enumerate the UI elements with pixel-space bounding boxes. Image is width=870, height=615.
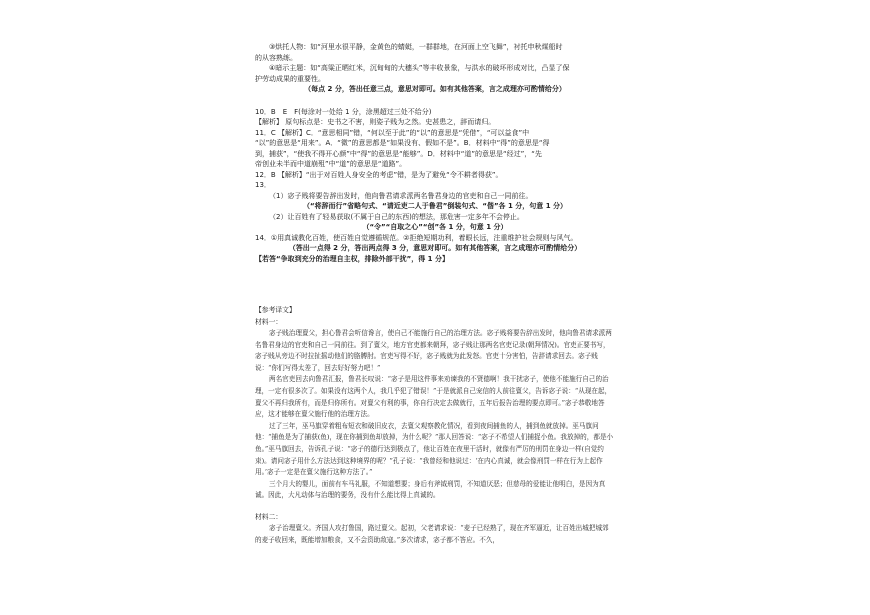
q10-analysis: 【解析】 原句标点是：史书之不害，则姿子贱为之然。史甚患之，辞而请归。 <box>255 118 496 126</box>
translation-para-2: 两名官吏回去向鲁君汇报，鲁君长叹说：“宓子是用这件事来劝谏我的不贤德啊！我干扰宓子，使他不能施行自己的治理，一定有很多次了。如果没有这两个人，我几乎犯了错误！”于是就派自己宠信的人前往亶父，告诉宓子说：“从现在起，亶父不再归我所有，而是归你所有。对亶父有利的事，你自行决定去做就行，五年后报告治理的要点即可。”宓子恭敬地答应，这才能够在亶父施行他的治理方法。 <box>255 375 612 419</box>
q13-part2-scoring: （“令”“自取之心”“创”各 1 分，句意 1 分） <box>362 223 508 231</box>
point-4-cont: 护劳动成果的重要性。 <box>255 74 325 83</box>
q11-answer: 11．C 【解析】C．“意思相同”错，“何以至于此”的“以”的意思是“凭借”，“可以益食”中 <box>255 128 530 137</box>
q14-alt-scoring: 【若答“争取到充分的治理自主权，排除外部干扰”，得 1 分】 <box>255 254 449 263</box>
point-4: ④暗示主题：如“高粱正晒红米，沉甸甸的大穗头”等丰收景象，与洪水的破坏形成对比，凸显了保 <box>269 64 570 72</box>
q13-part2: （2）让百姓有了轻易获取(不属于自己的东西)的想法，那危害一定多年不会停止。 <box>269 212 524 221</box>
point-3: ③烘托人物：如“河里水很平静，金黄色的蜻蜓，一群群地，在河面上空飞舞”，衬托申秋煤船时 <box>269 43 563 51</box>
q13-part1: （1）宓子贱将要告辞出发时，他向鲁君请求派两名鲁君身边的官吏和自己一同前往。 <box>269 191 533 200</box>
q14-scoring: （答出一点得 2 分，答出两点得 3 分，意思对即可。如有其他答案，言之成理亦可酌情给分） <box>288 244 582 252</box>
scoring-note-9: （每点 2 分，答出任意三点，意思对即可。如有其他答案，言之成理亦可酌情给分） <box>304 85 566 93</box>
material-2-label: 材料二： <box>255 512 283 521</box>
translation-heading: 【参考译文】 <box>255 306 296 314</box>
q11-answer-line3: 到，捕获”，“使我不得开心颜”中“得”的意思是“能够”。D．材料中“道”的意思是“经过”，“先 <box>255 149 542 158</box>
translation-para-3: 过了三年，巫马旗穿着粗布短衣和破旧皮衣，去亶父观察教化情况，看到夜间捕鱼的人，捕到鱼就放掉。巫马旗问他：“捕鱼是为了捕获(鱼)，现在你捕到鱼却放掉，为什么呢？”那人回答说：“宓子不希望人们捕捉小鱼。我放掉的，都是小鱼。”巫马旗回去，告诉孔子说：“宓子的德行达到极点了，他让百姓在夜里干活时，就像有严厉的刑罚在身边一样(自觉约束)。请问宓子用什么方法达到这种境界的呢？”孔子说：“我曾经和他说过：‘在内心真诚，就会像刑罚一样在行为上起作用。’宓子一定是在亶父施行这种方法了。” <box>255 421 614 477</box>
translation-para-4: 三个月大的婴儿，面前有车马礼服，不知道想要；身后有斧钺刑罚，不知道厌恶；但慈母的爱能让他明白，是因为真诚。因此，大凡动体与治理的要务，没有什么能比得上真诚的。 <box>255 479 606 500</box>
q13-part1-scoring: （“将辞而行”省略句式、“请近吏二人于鲁君”倒装句式、“偕”各 1 分，句意 1 分） <box>302 202 568 210</box>
q11-answer-line2: “以”的意思是“用来”。A．“微”的意思都是“如果没有、假如不是”。B．材料中“得”的意思是“得 <box>255 139 550 147</box>
point-3-cont: 的从容熟练。 <box>255 53 297 62</box>
material-1-label: 材料一： <box>255 318 283 326</box>
translation-para-5: 宓子治理亶父。齐国人攻打鲁国，路过亶父。起初，父老请求说：“麦子已经熟了，现在齐军逼近，让百姓出城把城郊的麦子收回来，既能增加粮食，又不会资助敌寇。”多次请求，宓子都不答应。不久， <box>255 523 609 544</box>
q12-answer: 12．B 【解析】“出于对百姓人身安全的考虑”错，是为了避免“令不耕者得获”。 <box>255 170 503 179</box>
q14-answer: 14．①用真诚教化百姓，使百姓自觉遵循规范。②拒绝短期功利，着眼长远，注重维护社会规则与风气。 <box>255 233 578 242</box>
translation-para-1: 宓子贱治理亶父，担心鲁君会听信谗言，使自己不能施行自己的治理方法。宓子贱将要告辞出发时，他向鲁君请求派两名鲁君身边的官吏和自己一同前往。到了亶父，地方官吏都来朝拜，宓子贱让那两名官吏记录(朝拜情况)。官吏正要书写，宓子贱从旁边不时拉扯摇动他们的胳膊肘。官吏写得不好，宓子贱就为此发怒。官吏十分害怕，告辞请求回去。宓子贱说：“你们写得太差了，回去好好努力吧！” <box>255 329 612 372</box>
q13-label: 13． <box>255 181 271 189</box>
q10-answer: 10．B E F(每涂对一处给 1 分，涂黑超过三处不给分) <box>255 107 432 116</box>
translation-section <box>255 304 615 546</box>
answer-section <box>255 42 615 264</box>
q11-answer-line4: 帝创业未半而中道崩殂”中“道”的意思是“道路”。 <box>255 160 407 168</box>
